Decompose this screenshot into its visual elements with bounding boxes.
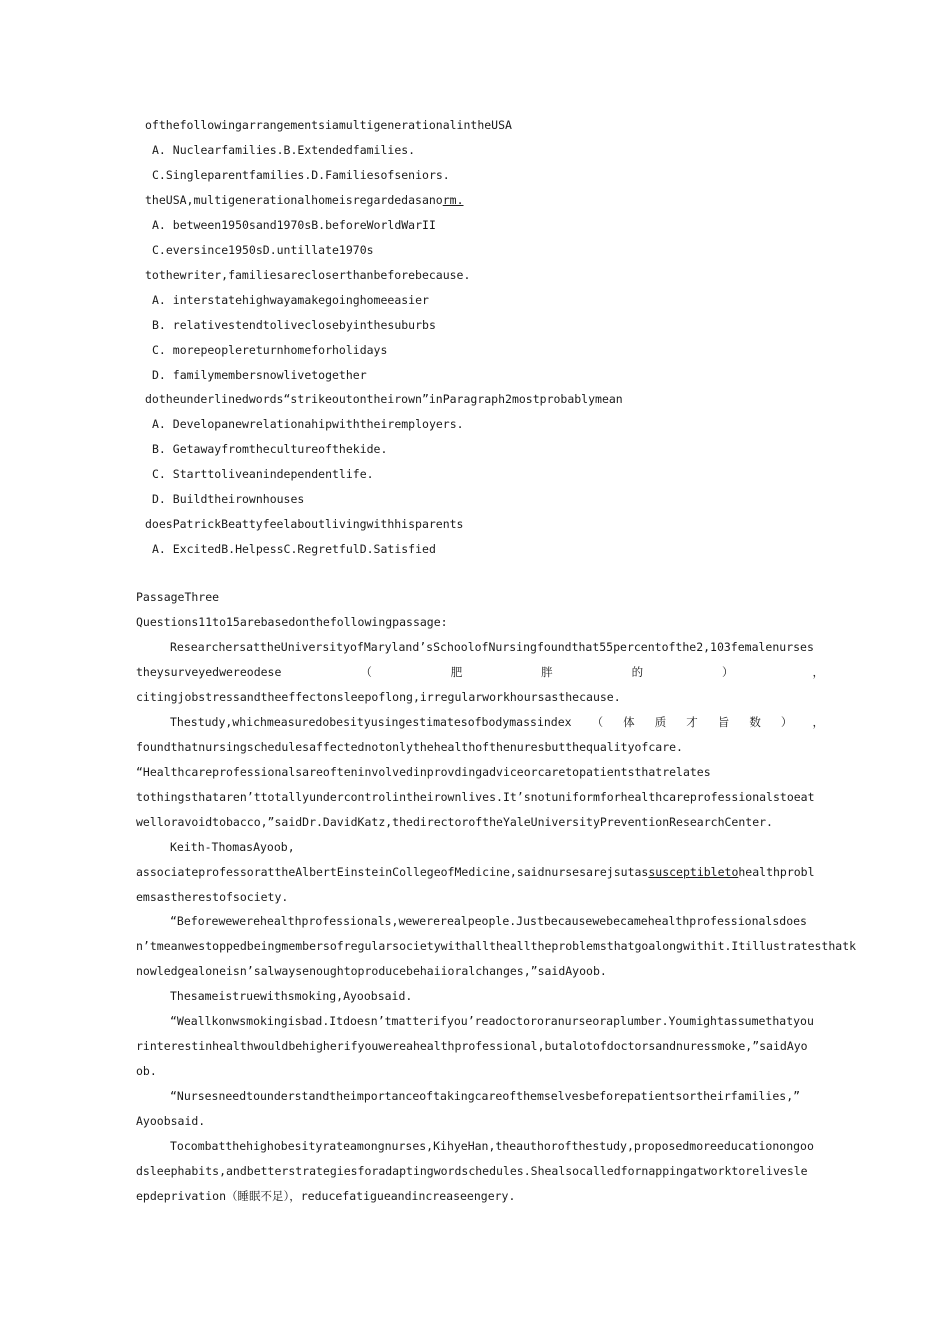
question-6-options-ab: A. Nuclearfamilies.B.Extendedfamilies. (152, 143, 416, 157)
question-8-stem: tothewriter,familiesarecloserthanbeforebecause. (145, 268, 471, 282)
passage-intro: Questions11to15arebasedonthefollowingpassage: (136, 615, 448, 629)
paragraph-9-line-1: Tocombatthehighobesityrateamongnurses,KihyeHan,theauthorofthestudy,proposedmoreeducationongoo (170, 1139, 814, 1153)
question-7-options-ab: A. between1950sand1970sB.beforeWorldWarII (152, 218, 436, 232)
paragraph-2-line-1-glyph-1: 体 (623, 715, 635, 729)
paragraph-7-line-2: rinterestinhealthwouldbehigherifyouwereahealthprofessional,butalotofdoctorsandnuressmoke,”saidAyo (136, 1039, 808, 1053)
question-8-option-d: D. familymembersnowlivetogether (152, 368, 367, 382)
question-9-option-a: A. Developanewrelationahipwiththeiremployers. (152, 417, 464, 431)
paragraph-1-line-1: ResearchersattheUniversityofMaryland’sSchoolofNursingfoundthat55percentofthe2,103femalenurses (170, 640, 814, 654)
paragraph-4-line-1: Keith-ThomasAyoob, (170, 840, 295, 854)
question-9-stem: dotheunderlinedwords“strikeoutontheirown”inParagraph2mostprobablymean (145, 392, 623, 406)
paragraph-1-line-2 (136, 664, 824, 680)
paragraph-4-text: associateprofessorattheAlbertEinsteinCollegeofMedicine,saidnursesarejsutas (136, 865, 649, 879)
question-9-option-b: B. Getawayfromthecultureofthekide. (152, 442, 388, 456)
paragraph-1-line-2-glyph-1: 肥 (450, 665, 463, 679)
paragraph-1-line-2-text: theysurveyedwereodese (136, 665, 282, 679)
paragraph-7-line-3: ob. (136, 1064, 157, 1078)
paragraph-4-line-3: emsastherestofsociety. (136, 890, 289, 904)
question-6-stem: ofthefollowingarrangementsiamultigenerationalintheUSA (145, 118, 512, 132)
paragraph-3-line-3: welloravoidtobacco,”saidDr.DavidKatz,thedirectoroftheYaleUniversityPreventionResearchCenter. (136, 815, 773, 829)
paragraph-2-line-1-glyph-3: 才 (686, 715, 698, 729)
question-7-stem-underlined: rm. (442, 193, 464, 207)
paragraph-2-line-1-glyph-4: 旨 (717, 715, 730, 729)
paragraph-1-line-2-glyph-4: ） (722, 665, 734, 679)
paragraph-2-line-1-justified (170, 714, 824, 730)
paragraph-1-line-2-justified (136, 664, 824, 680)
paragraph-2-line-1-glyph-6: ） (780, 715, 793, 729)
paragraph-1-line-2-glyph-2: 胖 (541, 665, 553, 679)
paragraph-7-line-1: “Weallkonwsmokingisbad.Itdoesn’tmatterifyou’readoctororanurseoraplumber.Youmightassumethatyou (170, 1014, 814, 1028)
paragraph-9-line-2: dsleephabits,andbetterstrategiesforadaptingwordschedules.Shealsocalledfornappingatworktorelivesle (136, 1164, 808, 1178)
question-8-option-c: C. morepeoplereturnhomeforholidays (152, 343, 388, 357)
question-6-options-cd: C.Singleparentfamilies.D.Familiesofseniors. (152, 168, 450, 182)
paragraph-2-line-1-text: Thestudy,whichmeasuredobesityusingestimatesofbodymassindex (170, 715, 572, 729)
question-7-stem (145, 192, 464, 208)
paragraph-2-line-1-glyph-7: ， (812, 715, 824, 729)
paragraph-3-line-1: “Healthcareprofessionalsareofteninvolvedinprovdingadviceorcaretopatientsthatrelates (136, 765, 711, 779)
question-10-options: A. ExcitedB.HelpessC.RegretfulD.Satisfied (152, 542, 436, 556)
paragraph-4-text-end: healthprobl (738, 865, 815, 879)
paragraph-9-line-3: epdeprivation（睡眠不足），reducefatigueandincreaseengery. (136, 1189, 516, 1203)
question-8-option-a: A. interstatehighwayamakegoinghomeeasier (152, 293, 429, 307)
paragraph-2-line-1-glyph-2: 质 (654, 715, 667, 729)
paragraph-5-line-3: nowledgealoneisn’salwaysenoughtoproducebehaiioralchanges,”saidAyoob. (136, 964, 607, 978)
paragraph-2-line-1 (170, 714, 824, 730)
paragraph-8-line-2: Ayoobsaid. (136, 1114, 206, 1128)
question-10-stem: doesPatrickBeattyfeelaboutlivingwithhisparents (145, 517, 464, 531)
paragraph-8-line-1: “Nursesneedtounderstandtheimportanceoftakingcareofthemselvesbeforepatientsortheirfamilies,” (170, 1089, 801, 1103)
passage-title: PassageThree (136, 590, 220, 604)
paragraph-1-line-2-glyph-3: 的 (631, 665, 644, 679)
question-7-options-cd: C.eversince1950sD.untillate1970s (152, 243, 374, 257)
underlined-phrase: susceptibleto (648, 865, 739, 879)
question-9-option-c: C. Starttoliveanindependentlife. (152, 467, 374, 481)
paragraph-5-line-1: “Beforewewerehealthprofessionals,wewererealpeople.Justbecausewebecamehealthprofessionalsdoes (170, 914, 807, 928)
paragraph-1-line-3: citingjobstressandtheeffectonsleepoflong,irregularworkhoursasthecause. (136, 690, 621, 704)
paragraph-6: Thesameistruewithsmoking,Ayoobsaid. (170, 989, 413, 1003)
question-9-option-d: D. Buildtheirownhouses (152, 492, 305, 506)
paragraph-4-line-2 (136, 864, 815, 880)
paragraph-1-line-2-glyph-5: ， (812, 665, 824, 679)
paragraph-5-line-2: n’tmeanwestoppedbeingmembersofregularsocietywithallthealltheproblemsthatgoalongwithit.Itillustratesthatk (136, 939, 857, 953)
paragraph-1-line-2-glyph-0: （ (360, 665, 372, 679)
paragraph-2-line-2: foundthatnursingschedulesaffectednotonlythehealthofthenuresbutthequalityofcare. (136, 740, 683, 754)
paragraph-3-line-2: tothingsthataren’ttotallyundercontrolintheirownlives.It’snotuniformforhealthcareprofessionalstoeat (136, 790, 815, 804)
paragraph-2-line-1-glyph-5: 数 (749, 715, 761, 729)
paragraph-2-line-1-glyph-0: （ (591, 715, 604, 729)
question-7-stem-text: theUSA,multigenerationalhomeisregardedasano (145, 193, 443, 207)
question-8-option-b: B. relativestendtoliveclosebyinthesuburbs (152, 318, 436, 332)
